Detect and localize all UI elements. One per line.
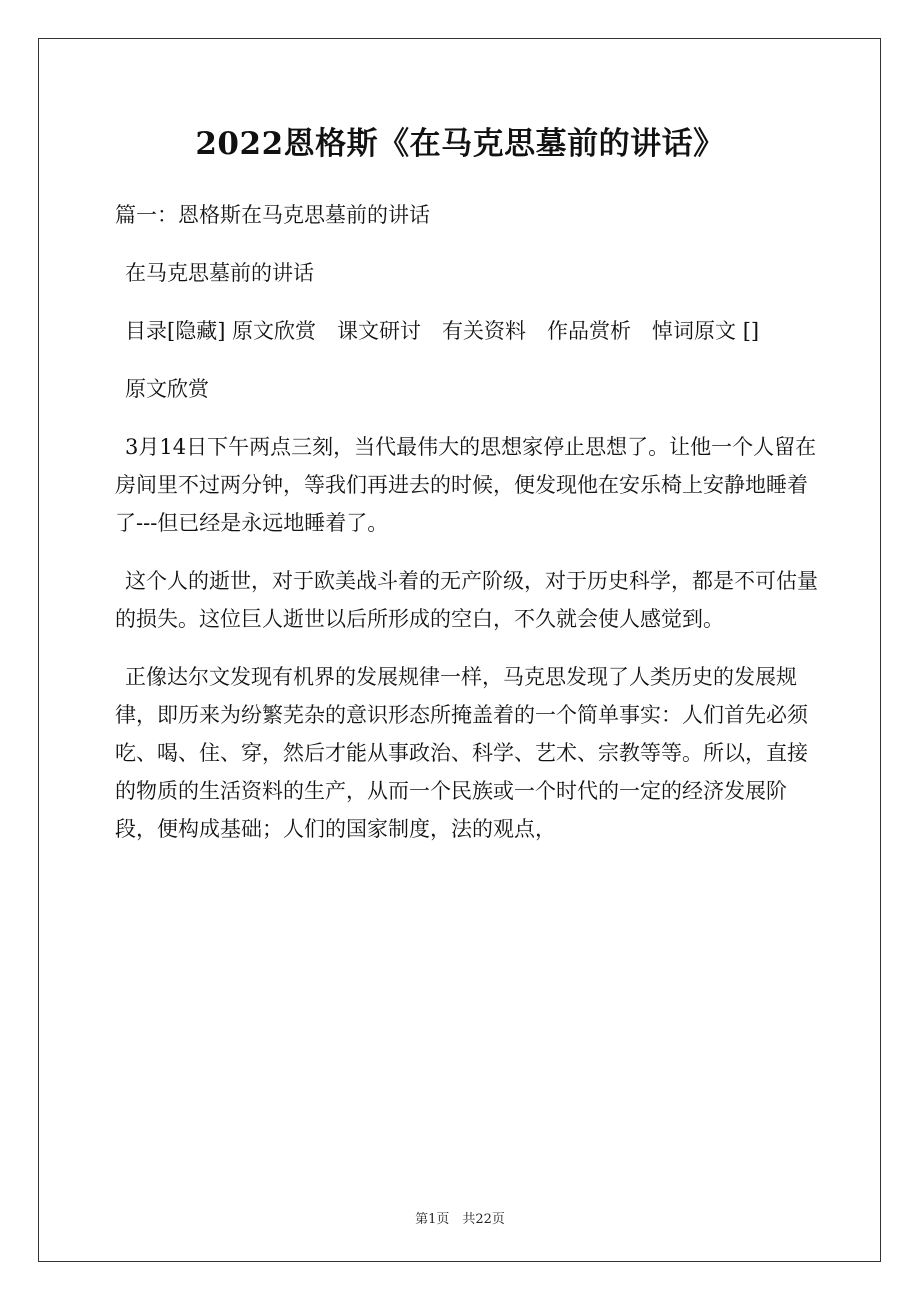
paragraph: 这个人的逝世，对于欧美战斗着的无产阶级，对于历史科学，都是不可估量的损失。这位巨人逝世以后所形成的空白，不久就会使人感觉到。 bbox=[115, 569, 818, 631]
table-of-contents: 目录[隐藏] 原文欣赏 课文研讨 有关资料 作品赏析 悼词原文 [] bbox=[125, 319, 760, 343]
document-body bbox=[115, 196, 827, 868]
page-number-footer: 第1页 共22页 bbox=[415, 1212, 505, 1227]
section-heading: 篇一：恩格斯在马克思墓前的讲话 bbox=[115, 203, 430, 227]
paragraph: 正像达尔文发现有机界的发展规律一样，马克思发现了人类历史的发展规律，即历来为纷繁芜杂的意识形态所掩盖着的一个简单事实：人们首先必须吃、喝、住、穿，然后才能从事政治、科学、艺术、宗教等等。所以，直接的物质的生活资料的生产，从而一个民族或一个时代的一定的经济发展阶段，便构成基础；人们的国家制度，法的观点， bbox=[115, 665, 808, 841]
subheading: 在马克思墓前的讲话 bbox=[125, 261, 314, 285]
subheading: 原文欣赏 bbox=[125, 377, 209, 401]
paragraph: 3月14日下午两点三刻，当代最伟大的思想家停止思想了。让他一个人留在房间里不过两分钟，等我们再进去的时候，便发现他在安乐椅上安静地睡着了---但已经是永远地睡着了。 bbox=[115, 435, 817, 535]
document-title: 2022恩格斯《在马克思墓前的讲话》 bbox=[195, 126, 725, 162]
